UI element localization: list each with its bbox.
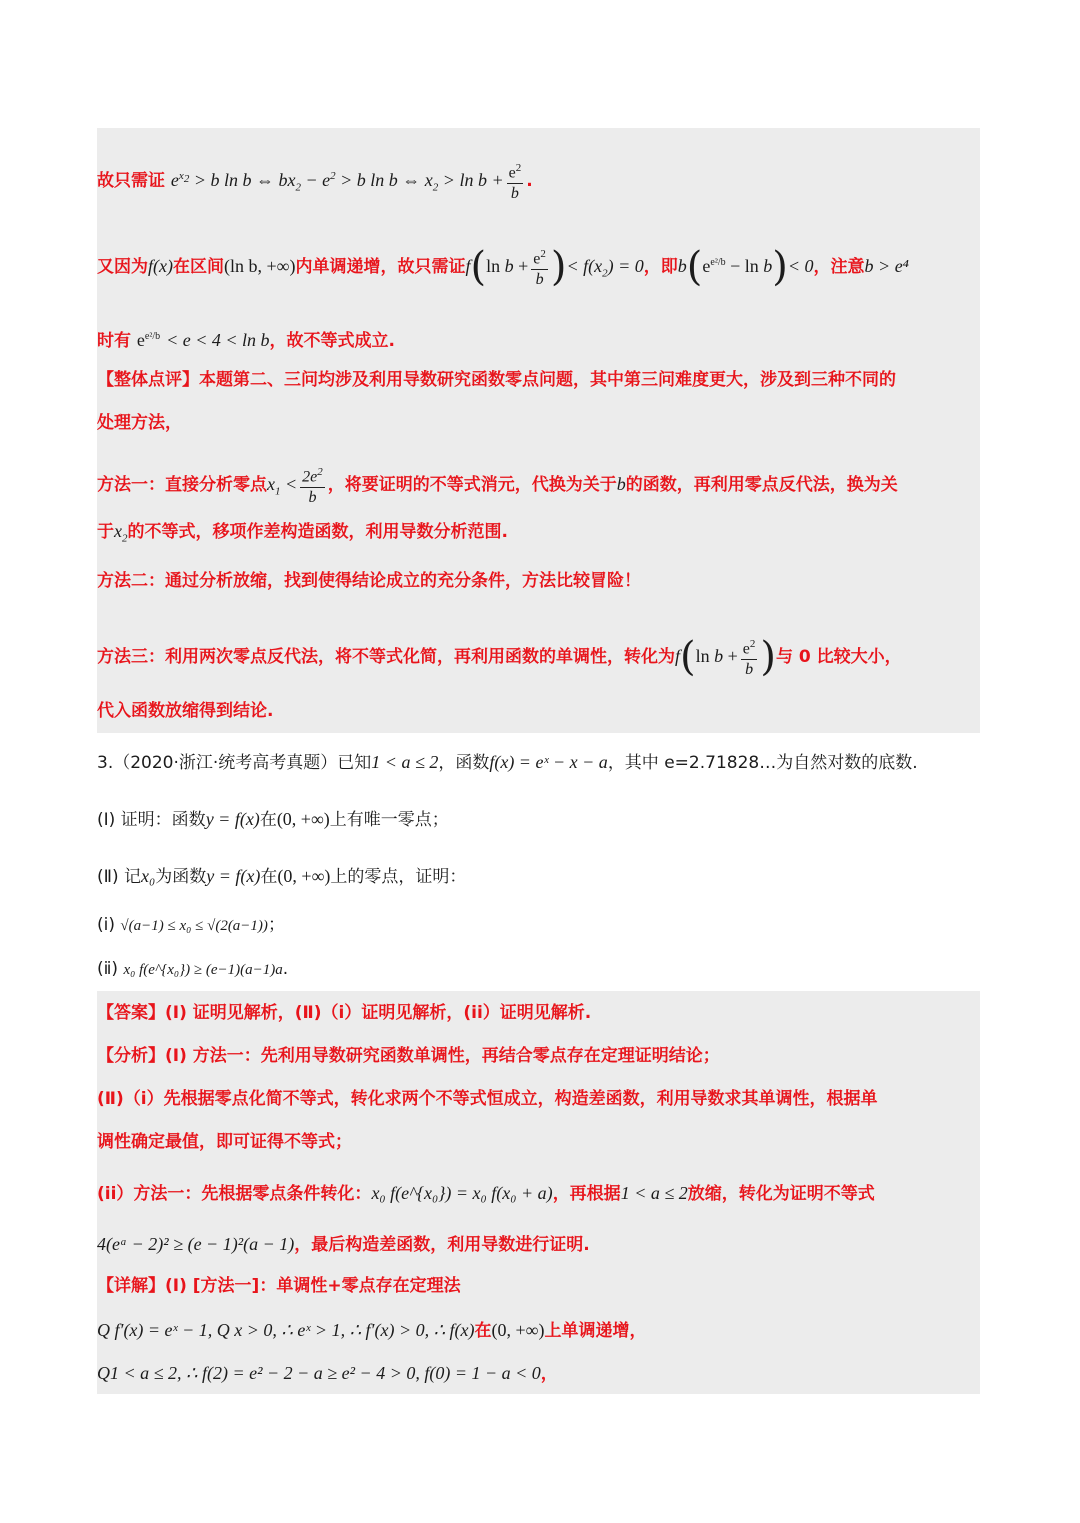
- analysis-1: 【分析】(Ⅰ) 方法一：先利用导数研究函数单调性，再结合零点存在定理证明结论；: [97, 1046, 720, 1066]
- review-title: 【整体点评】本题第二、三问均涉及利用导数研究函数零点问题，其中第三问难度更大，涉及到三种不同的: [97, 370, 896, 390]
- solution-line-1: 故只需证 $e^{x_2} > b$ ln b ⇔ $bx_2 - e^2 > b$ ln b ⇔ $x_2 > \ln b$ + $\frac{e^2}{b}$ .: [97, 158, 980, 204]
- problem-header: 3.（2020·浙江·统考高考真题）已知1 < a ≤ 2，函数f(x) = eˣ − x − a，其中 e=2.71828…为自然对数的底数.: [97, 752, 918, 773]
- problem-sub-1: (ⅰ) √(a−1) ≤ x₀ ≤ √(2(a−1))；: [97, 915, 285, 935]
- problem-part-2: (Ⅱ) 记x₀为函数y = f(x)在(0, +∞)上的零点，证明：: [97, 866, 467, 887]
- problem-sub-2: (ⅱ) x₀ f(e^{x₀}) ≥ (e−1)(a−1)a.: [97, 959, 289, 979]
- review-title-cont: 处理方法，: [97, 413, 182, 433]
- math-expression: $e^{e^2/b}$: [136, 330, 161, 350]
- solution-line-3: 时有 $e^{e^2/b} < e < 4 < \ln b$，故不等式成立.: [97, 330, 395, 351]
- method-3-cont: 代入函数放缩得到结论.: [97, 701, 274, 721]
- method-2: 方法二：通过分析放缩，找到使得结论成立的充分条件，方法比较冒险！: [97, 571, 641, 591]
- method-1-cont: 于$x_2$的不等式，移项作差构造函数，利用导数分析范围.: [97, 521, 508, 545]
- method-3: 方法三：利用两次零点反代法，将不等式化简，再利用函数的单调性，转化为f(ln b + $\frac{e^2}{b}$ )与 0 比较大小，: [97, 634, 902, 681]
- fraction: $\frac{e^2}{b}$: [507, 158, 524, 204]
- analysis-4: 4(eᵃ − 2)² ≥ (e − 1)²(a − 1)，最后构造差函数，利用导数进行证明.: [97, 1234, 590, 1255]
- math-expression: f: [465, 256, 471, 277]
- detail-line-2: Q1 < a ≤ 2, ∴ f(2) = e² − 2 − a ≥ e² − 4 > 0, f(0) = 1 − a < 0，: [97, 1363, 558, 1384]
- math-expression: $e^{x_2} > b$ ln b ⇔ $bx_2 - e^2 > b$ ln b ⇔ $x_2 > \ln b$ +: [170, 170, 504, 194]
- analysis-2-cont: 调性确定最值，即可证得不等式；: [97, 1132, 352, 1152]
- detail-title: 【详解】(Ⅰ) [方法一]：单调性+零点存在定理法: [97, 1276, 461, 1296]
- detail-line-1: Q f′(x) = eˣ − 1, Q x > 0, ∴ eˣ > 1, ∴ f′(x) > 0, ∴ f(x)在(0, +∞)上单调递增，: [97, 1320, 647, 1341]
- analysis-2: (Ⅱ)（i）先根据零点化简不等式，转化求两个不等式恒成立，构造差函数，利用导数求其单调性，根据单: [97, 1089, 878, 1109]
- solution-line-2: 又因为f(x)在区间(ln b, +∞)内单调递增，故只需证f(ln b + $\frac{e^2}{b}$ )< $f(x_2) = 0$，即$b(e^{e^2/b} - \ln b)< 0$，注意b > e⁴: [97, 244, 909, 291]
- problem-part-1: (Ⅰ) 证明：函数y = f(x)在(0, +∞)上有唯一零点；: [97, 809, 449, 830]
- answer-line: 【答案】(Ⅰ) 证明见解析，(Ⅱ)（i）证明见解析，(ii）证明见解析.: [97, 1003, 592, 1023]
- method-1: 方法一：直接分析零点$x_1$ < $\frac{2e^2}{b}$ ，将要证明的不等式消元，代换为关于b的函数，再利用零点反代法，换为关: [97, 462, 980, 508]
- analysis-3: (ii）方法一：先根据零点条件转化：x₀ f(e^{x₀}) = x₀ f(x₀ + a)，再根据1 < a ≤ 2放缩，转化为证明不等式: [97, 1183, 875, 1204]
